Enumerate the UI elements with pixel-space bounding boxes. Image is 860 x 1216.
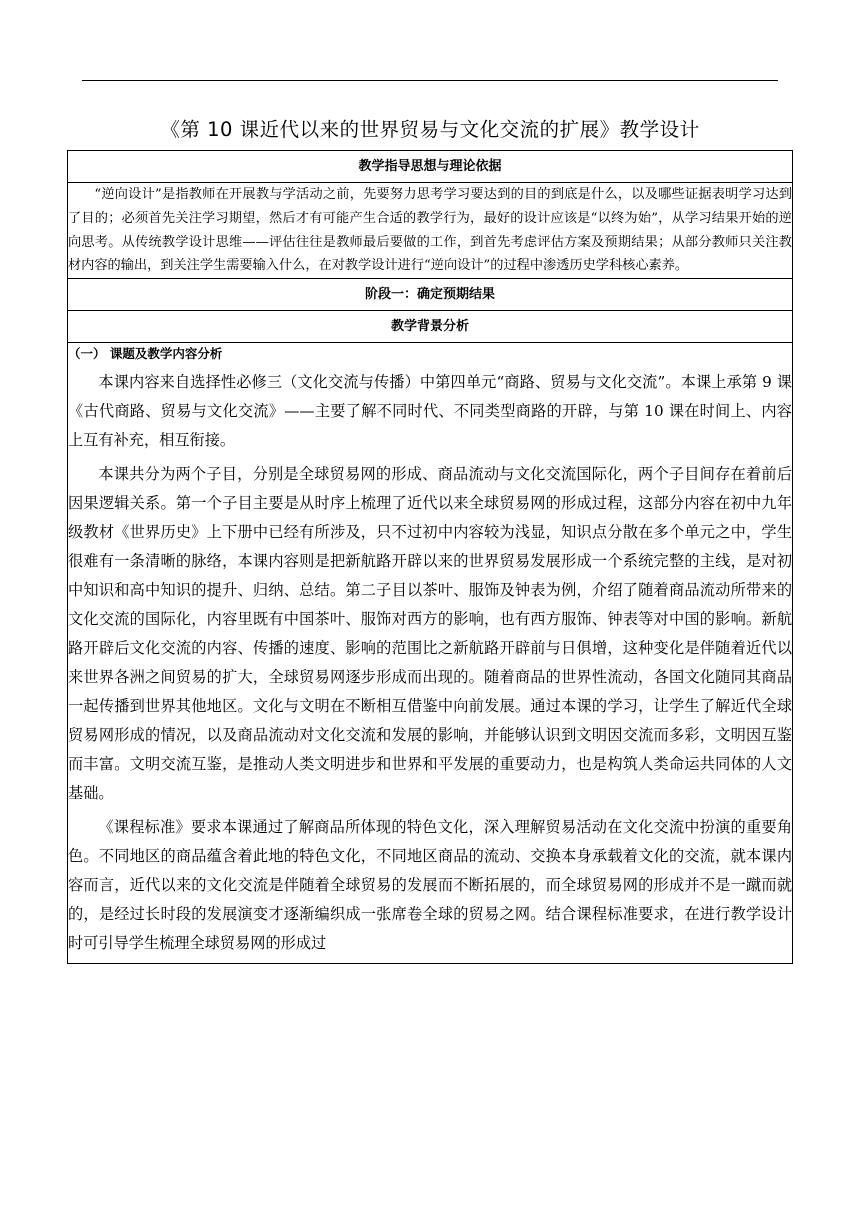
table-row bbox=[68, 311, 793, 343]
body-paragraph: 本课内容来自选择性必修三（文化交流与传播）中第四单元“商路、贸易与文化交流”。本课上承第 9 课《古代商路、贸易与文化交流》——主要了解不同时代、不同类型商路的开辟，与第 10 课在时间上、内容上互有补充，相互衔接。 bbox=[68, 373, 792, 450]
table-row bbox=[68, 183, 793, 279]
body-paragraph: 本课共分为两个子目，分别是全球贸易网的形成、商品流动与文化交流国际化，两个子目间存在着前后因果逻辑关系。第一个子目主要是从时序上梳理了近代以来全球贸易网的形成过程，这部分内容在初中九年级教材《世界历史》上下册中已经有所涉及，只不过初中内容较为浅显，知识点分散在多个单元之中，学生很难有一条清晰的脉络，本课内容则是把新航路开辟以来的世界贸易发展形成一个系统完整的主线，是对初中知识和高中知识的提升、归纳、总结。第二子目以茶叶、服饰及钟表为例，介绍了随着商品流动所带来的文化交流的国际化，内容里既有中国茶叶、服饰对西方的影响，也有西方服饰、钟表等对中国的影响。新航路开辟后文化交流的内容、传播的速度、影响的范围比之新航路开辟前与日俱增，这种变化是伴随着近代以来世界各洲之间贸易的扩大，全球贸易网逐步形成而出现的。随着商品的世界性流动，各国文化随同其商品一起传播到世界其他地区。文化与文明在不断相互借鉴中向前发展。通过本课的学习，让学生了解近代全球贸易网形成的情况，以及商品流动对文化交流和发展的影响，并能够认识到文明因交流而多彩，文明因互鉴而丰富。文明交流互鉴，是推动人类文明进步和世界和平发展的重要动力，也是构筑人类命运共同体的人文基础。 bbox=[68, 465, 792, 803]
stage-one-heading: 阶段一：确定预期结果 bbox=[68, 279, 793, 311]
background-analysis-heading: 教学背景分析 bbox=[68, 311, 793, 343]
guiding-thought-text: “逆向设计”是指教师在开展教与学活动之前，先要努力思考学习要达到的目的到底是什么，以及哪些证据表明学习达到了目的；必须首先关注学习期望，然后才有可能产生合适的教学行为，最好的设计应该是“以终为始”，从学习结果开始的逆向思考。从传统教学设计思维——评估往往是教师最后要做的工作，到首先考虑评估方案及预期结果；从部分教师只关注教材内容的输出，到关注学生需要输入什么，在对教学设计进行“逆向设计”的过程中渗透历史学科核心素养。 bbox=[68, 187, 792, 274]
table-row bbox=[68, 279, 793, 311]
lesson-design-table bbox=[67, 150, 793, 964]
guiding-thought-heading: 教学指导思想与理论依据 bbox=[68, 151, 793, 183]
table-row bbox=[68, 343, 793, 964]
document-title: 《第 10 课近代以来的世界贸易与文化交流的扩展》教学设计 bbox=[160, 118, 700, 141]
header-rule bbox=[82, 80, 778, 81]
background-analysis-cell bbox=[68, 343, 793, 964]
guiding-thought-cell bbox=[68, 183, 793, 279]
table-row bbox=[68, 151, 793, 183]
body-paragraph: 《课程标准》要求本课通过了解商品所体现的特色文化，深入理解贸易活动在文化交流中扮演的重要角色。不同地区的商品蕴含着此地的特色文化，不同地区商品的流动、交换本身承载着文化的交流，就本课内容而言，近代以来的文化交流是伴随着全球贸易的发展而不断拓展的，而全球贸易网的形成并不是一蹴而就的，是经过长时段的发展演变才逐渐编织成一张席卷全球的贸易之网。结合课程标准要求，在进行教学设计时可引导学生梳理全球贸易网的形成过 bbox=[68, 818, 792, 953]
subsection-title: （一） 课题及教学内容分析 bbox=[68, 346, 223, 362]
